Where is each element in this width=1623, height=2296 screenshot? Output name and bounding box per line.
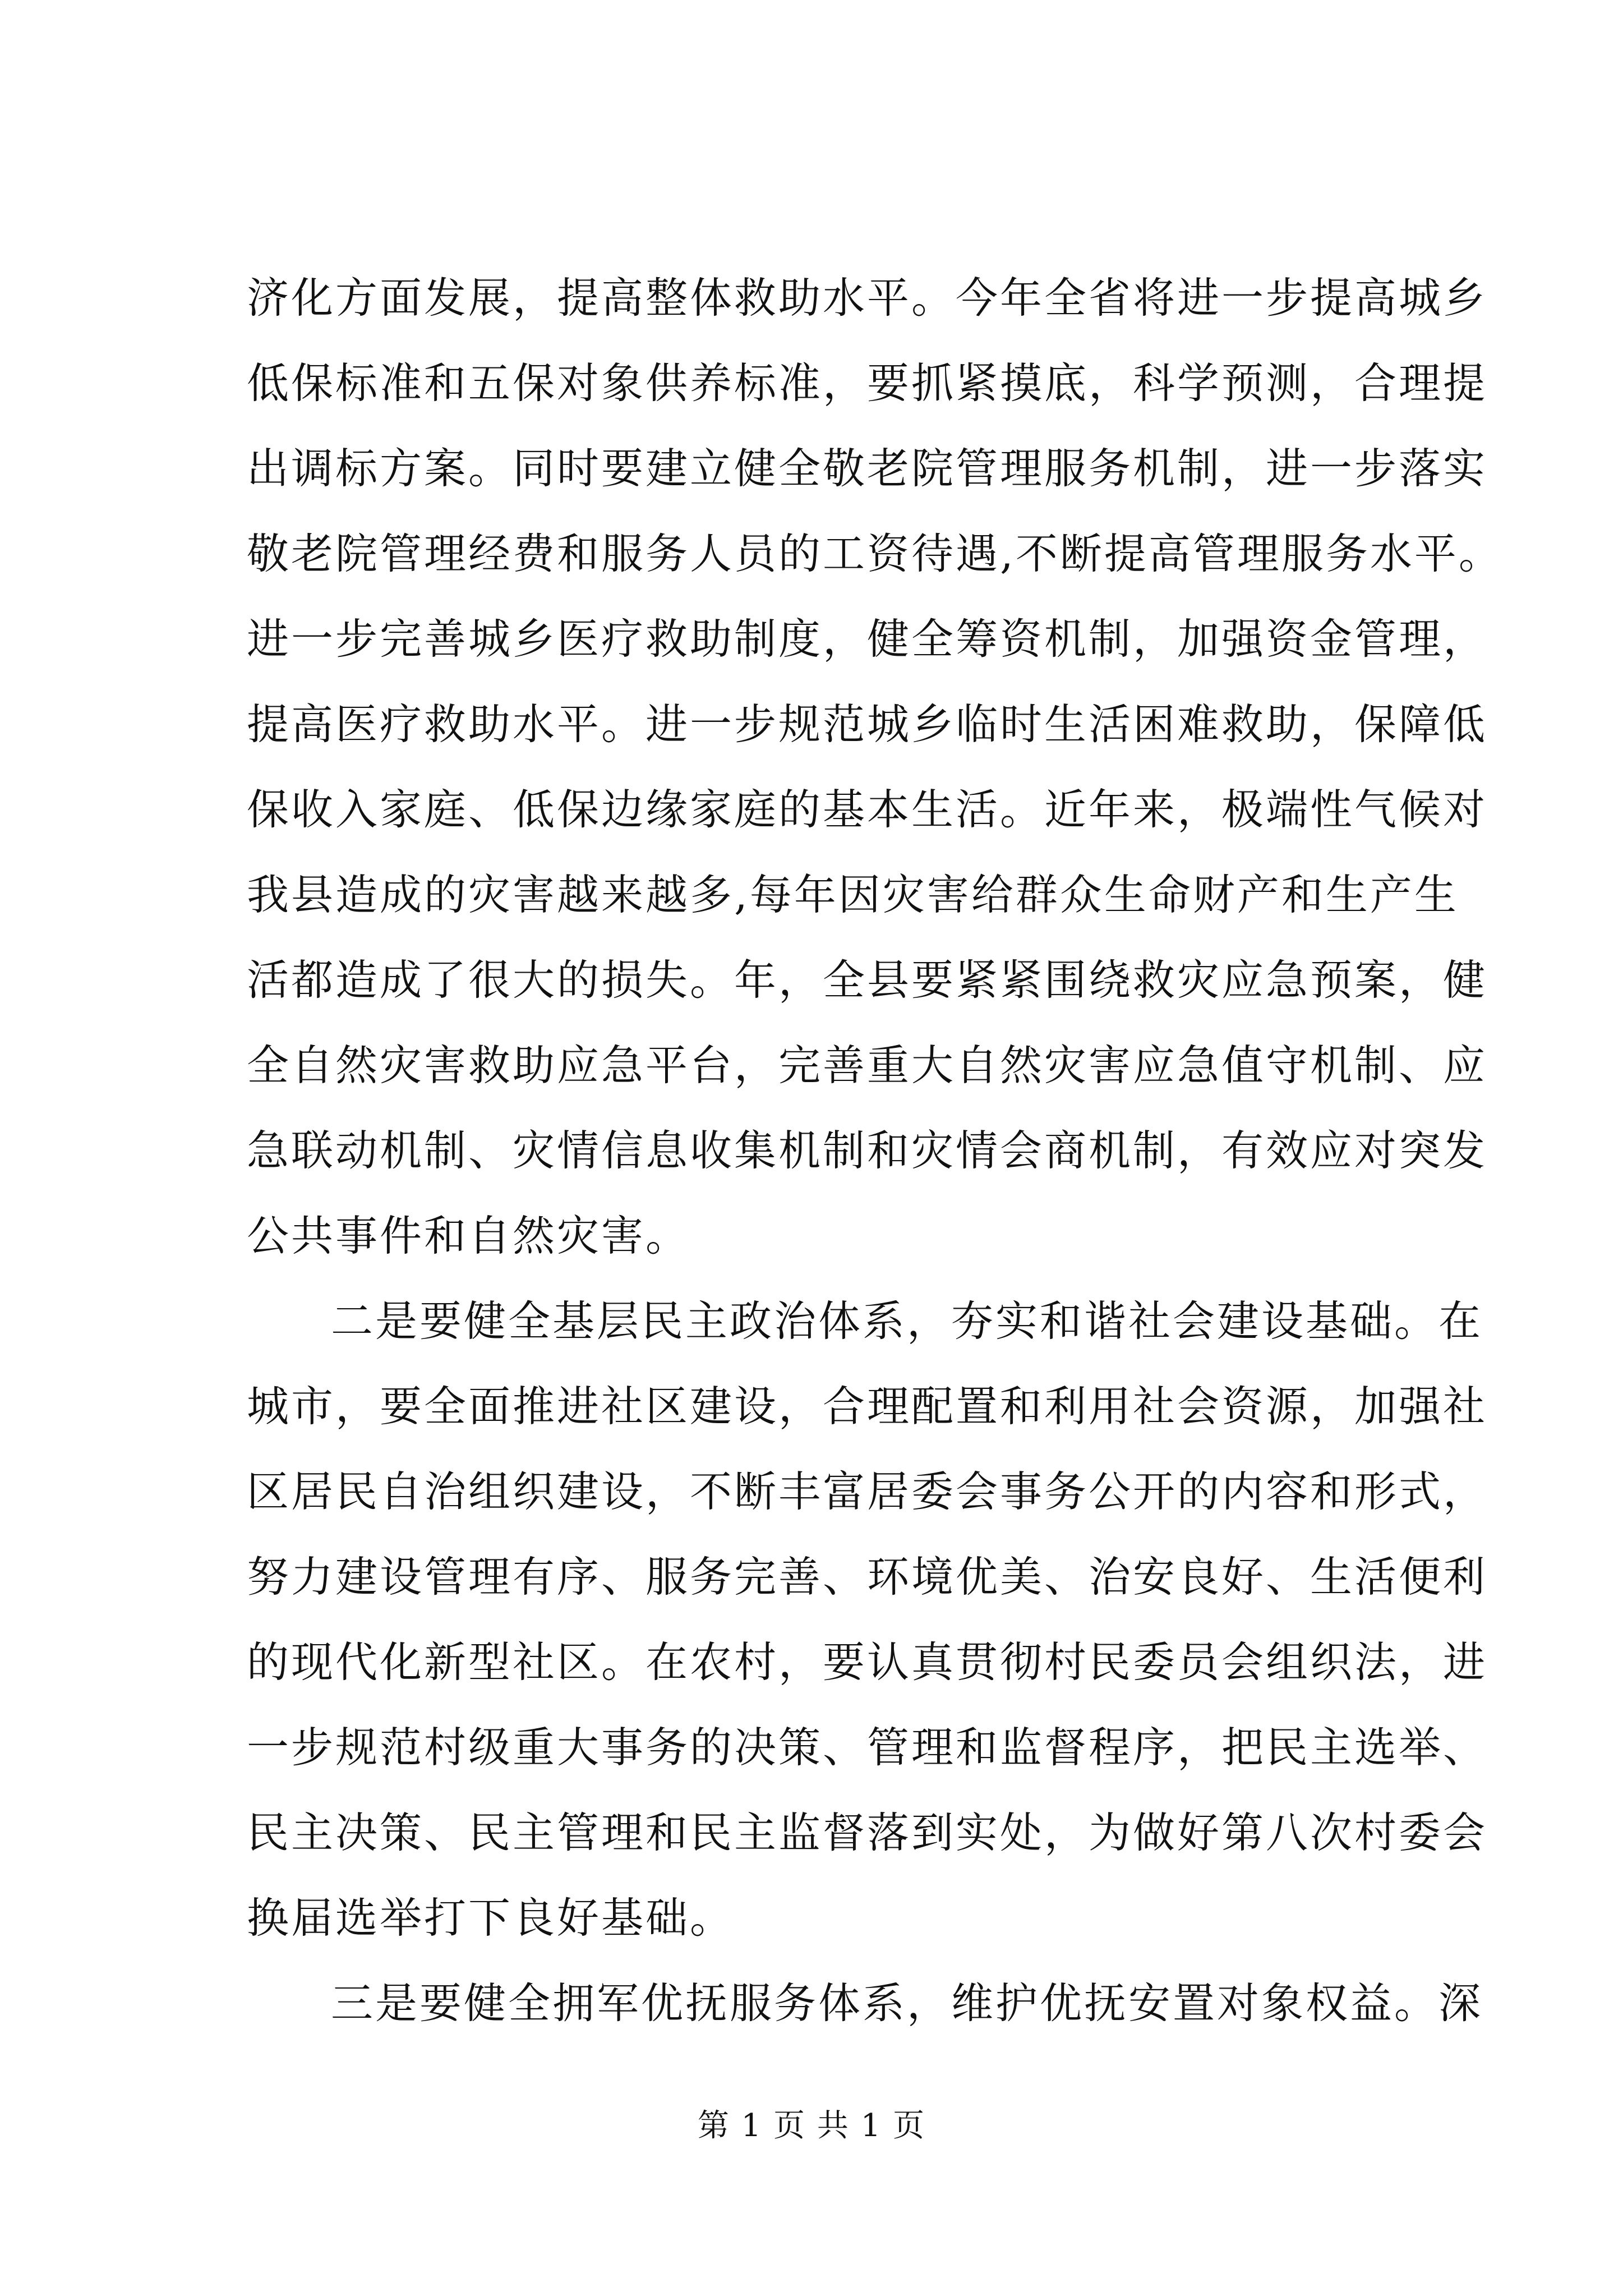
text-line: 出调标方案。同时要建立健全敬老院管理服务机制，进一步落实 [247,444,1488,493]
page-footer [0,2106,1623,2146]
paragraph-start-line: 二是要健全基层民主政治体系，夯实和谐社会建设基础。在 [331,1296,1483,1346]
text-line: 民主决策、民主管理和民主监督落到实处，为做好第八次村委会 [247,1808,1488,1857]
text-line: 换届选举打下良好基础。 [247,1893,735,1943]
text-line: 提高医疗救助水平。进一步规范城乡临时生活困难救助，保障低 [247,700,1488,749]
text-line: 公共事件和自然灾害。 [247,1211,690,1260]
text-line: 全自然灾害救助应急平台，完善重大自然灾害应急值守机制、应 [247,1041,1488,1090]
text-line: 一步规范村级重大事务的决策、管理和监督程序，把民主选举、 [247,1723,1488,1772]
text-line: 我县造成的灾害越来越多,每年因灾害给群众生命财产和生产生 [247,870,1459,919]
text-line: 的现代化新型社区。在农村，要认真贯彻村民委员会组织法，进 [247,1637,1488,1687]
text-line: 济化方面发展，提高整体救助水平。今年全省将进一步提高城乡 [247,273,1488,323]
text-line: 敬老院管理经费和服务人员的工资待遇,不断提高管理服务水平。 [247,529,1503,578]
document-body [247,255,1503,2046]
text-line: 活都造成了很大的损失。年，全县要紧紧围绕救灾应急预案，健 [247,955,1488,1005]
text-line: 急联动机制、灾情信息收集机制和灾情会商机制，有效应对突发 [247,1126,1488,1175]
text-line: 区居民自治组织建设，不断丰富居委会事务公开的内容和形式， [247,1467,1488,1516]
paragraph-start-line: 三是要健全拥军优抚服务体系，维护优抚安置对象权益。深 [331,1978,1483,2028]
text-line: 进一步完善城乡医疗救助制度，健全筹资机制，加强资金管理， [247,614,1488,664]
text-line: 城市，要全面推进社区建设，合理配置和利用社会资源，加强社 [247,1382,1488,1431]
text-line: 努力建设管理有序、服务完善、环境优美、治安良好、生活便利 [247,1552,1488,1602]
page-number: 第 1 页 共 1 页 [697,2108,926,2144]
text-line: 低保标准和五保对象供养标准，要抓紧摸底，科学预测，合理提 [247,358,1488,408]
text-line: 保收入家庭、低保边缘家庭的基本生活。近年来，极端性气候对 [247,785,1488,834]
